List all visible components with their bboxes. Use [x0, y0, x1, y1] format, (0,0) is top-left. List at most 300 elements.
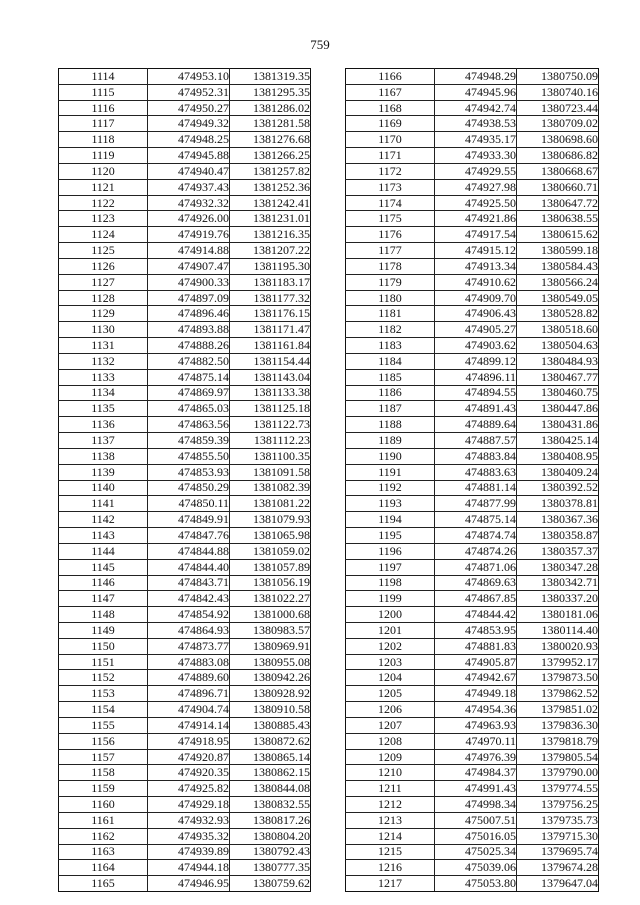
point-number-cell: 1194 [346, 512, 435, 528]
y-coordinate-cell: 1381252.36 [230, 179, 311, 195]
y-coordinate-cell: 1380777.35 [230, 860, 311, 876]
point-number-cell: 1189 [346, 433, 435, 449]
x-coordinate-cell: 474881.83 [435, 638, 517, 654]
y-coordinate-cell: 1379756.25 [517, 797, 599, 813]
table-row [346, 338, 599, 354]
x-coordinate-cell: 474920.87 [148, 749, 230, 765]
x-coordinate-cell: 474949.18 [435, 686, 517, 702]
x-coordinate-cell: 474865.03 [148, 401, 230, 417]
y-coordinate-cell: 1381091.58 [230, 464, 311, 480]
point-number-cell: 1202 [346, 638, 435, 654]
table-row [59, 781, 311, 797]
y-coordinate-cell: 1381242.41 [230, 195, 311, 211]
coordinate-table-right [345, 68, 599, 892]
table-row [59, 591, 311, 607]
y-coordinate-cell: 1379836.30 [517, 717, 599, 733]
x-coordinate-cell: 474900.33 [148, 274, 230, 290]
table-row [346, 543, 599, 559]
table-row [59, 195, 311, 211]
table-row [346, 654, 599, 670]
y-coordinate-cell: 1379674.28 [517, 860, 599, 876]
table-row [59, 179, 311, 195]
point-number-cell: 1200 [346, 607, 435, 623]
x-coordinate-cell: 474984.37 [435, 765, 517, 781]
point-number-cell: 1208 [346, 733, 435, 749]
x-coordinate-cell: 474950.27 [148, 100, 230, 116]
table-row [346, 148, 599, 164]
point-number-cell: 1120 [59, 163, 148, 179]
table-row [59, 433, 311, 449]
table-row [59, 844, 311, 860]
x-coordinate-cell: 474953.10 [148, 69, 230, 85]
y-coordinate-cell: 1379715.30 [517, 828, 599, 844]
table-row [346, 686, 599, 702]
x-coordinate-cell: 474952.31 [148, 84, 230, 100]
table-row [59, 116, 311, 132]
point-number-cell: 1125 [59, 243, 148, 259]
y-coordinate-cell: 1381295.35 [230, 84, 311, 100]
point-number-cell: 1203 [346, 654, 435, 670]
table-row [346, 100, 599, 116]
x-coordinate-cell: 474875.14 [148, 369, 230, 385]
table-row [59, 702, 311, 718]
point-number-cell: 1198 [346, 575, 435, 591]
table-row [346, 211, 599, 227]
point-number-cell: 1214 [346, 828, 435, 844]
x-coordinate-cell: 474888.26 [148, 338, 230, 354]
coordinate-table-left [58, 68, 311, 892]
page-number: 759 [310, 37, 330, 52]
x-coordinate-cell: 474919.76 [148, 227, 230, 243]
x-coordinate-cell: 474946.95 [148, 876, 230, 892]
y-coordinate-cell: 1381122.73 [230, 417, 311, 433]
y-coordinate-cell: 1380865.14 [230, 749, 311, 765]
point-number-cell: 1147 [59, 591, 148, 607]
y-coordinate-cell: 1380862.15 [230, 765, 311, 781]
x-coordinate-cell: 474910.62 [435, 274, 517, 290]
point-number-cell: 1173 [346, 179, 435, 195]
point-number-cell: 1205 [346, 686, 435, 702]
x-coordinate-cell: 474948.25 [148, 132, 230, 148]
table-row [346, 69, 599, 85]
point-number-cell: 1119 [59, 148, 148, 164]
x-coordinate-cell: 474991.43 [435, 781, 517, 797]
y-coordinate-cell: 1379790.00 [517, 765, 599, 781]
y-coordinate-cell: 1381125.18 [230, 401, 311, 417]
y-coordinate-cell: 1381183.17 [230, 274, 311, 290]
point-number-cell: 1162 [59, 828, 148, 844]
point-number-cell: 1168 [346, 100, 435, 116]
x-coordinate-cell: 474954.36 [435, 702, 517, 718]
point-number-cell: 1137 [59, 433, 148, 449]
x-coordinate-cell: 474932.32 [148, 195, 230, 211]
x-coordinate-cell: 474909.70 [435, 290, 517, 306]
y-coordinate-cell: 1380817.26 [230, 812, 311, 828]
point-number-cell: 1128 [59, 290, 148, 306]
x-coordinate-cell: 474869.97 [148, 385, 230, 401]
x-coordinate-cell: 474873.77 [148, 638, 230, 654]
x-coordinate-cell: 474921.86 [435, 211, 517, 227]
y-coordinate-cell: 1380750.09 [517, 69, 599, 85]
y-coordinate-cell: 1381059.02 [230, 543, 311, 559]
y-coordinate-cell: 1380885.43 [230, 717, 311, 733]
x-coordinate-cell: 474887.57 [435, 433, 517, 449]
table-row [346, 116, 599, 132]
x-coordinate-cell: 474976.39 [435, 749, 517, 765]
x-coordinate-cell: 474854.92 [148, 607, 230, 623]
point-number-cell: 1191 [346, 464, 435, 480]
x-coordinate-cell: 474915.12 [435, 243, 517, 259]
y-coordinate-cell: 1380528.82 [517, 306, 599, 322]
table-row [59, 654, 311, 670]
point-number-cell: 1122 [59, 195, 148, 211]
point-number-cell: 1169 [346, 116, 435, 132]
x-coordinate-cell: 474889.64 [435, 417, 517, 433]
point-number-cell: 1164 [59, 860, 148, 876]
table-row [346, 749, 599, 765]
point-number-cell: 1116 [59, 100, 148, 116]
point-number-cell: 1135 [59, 401, 148, 417]
table-row [346, 638, 599, 654]
x-coordinate-cell: 475016.05 [435, 828, 517, 844]
table-row [346, 765, 599, 781]
point-number-cell: 1148 [59, 607, 148, 623]
x-coordinate-cell: 474896.46 [148, 306, 230, 322]
table-row [346, 607, 599, 623]
x-coordinate-cell: 474933.30 [435, 148, 517, 164]
point-number-cell: 1183 [346, 338, 435, 354]
y-coordinate-cell: 1381079.93 [230, 512, 311, 528]
x-coordinate-cell: 474925.50 [435, 195, 517, 211]
point-number-cell: 1117 [59, 116, 148, 132]
point-number-cell: 1171 [346, 148, 435, 164]
x-coordinate-cell: 474970.11 [435, 733, 517, 749]
x-coordinate-cell: 475053.80 [435, 876, 517, 892]
y-coordinate-cell: 1381154.44 [230, 353, 311, 369]
y-coordinate-cell: 1379952.17 [517, 654, 599, 670]
x-coordinate-cell: 474843.71 [148, 575, 230, 591]
table-row [59, 480, 311, 496]
x-coordinate-cell: 474844.40 [148, 559, 230, 575]
y-coordinate-cell: 1380942.26 [230, 670, 311, 686]
point-number-cell: 1172 [346, 163, 435, 179]
point-number-cell: 1210 [346, 765, 435, 781]
y-coordinate-cell: 1381100.35 [230, 448, 311, 464]
table-row [59, 227, 311, 243]
table-row [346, 464, 599, 480]
table-row [59, 338, 311, 354]
table-row [59, 638, 311, 654]
point-number-cell: 1179 [346, 274, 435, 290]
x-coordinate-cell: 474850.29 [148, 480, 230, 496]
x-coordinate-cell: 474874.74 [435, 528, 517, 544]
point-number-cell: 1163 [59, 844, 148, 860]
x-coordinate-cell: 475025.34 [435, 844, 517, 860]
table-row [346, 132, 599, 148]
x-coordinate-cell: 474939.89 [148, 844, 230, 860]
point-number-cell: 1187 [346, 401, 435, 417]
x-coordinate-cell: 474883.08 [148, 654, 230, 670]
x-coordinate-cell: 474883.84 [435, 448, 517, 464]
table-row [59, 258, 311, 274]
y-coordinate-cell: 1380181.06 [517, 607, 599, 623]
table-row [59, 607, 311, 623]
table-row [59, 306, 311, 322]
x-coordinate-cell: 474894.55 [435, 385, 517, 401]
table-row [346, 512, 599, 528]
table-row [59, 686, 311, 702]
y-coordinate-cell: 1380447.86 [517, 401, 599, 417]
table-row [59, 274, 311, 290]
table-row [59, 797, 311, 813]
table-row [59, 369, 311, 385]
y-coordinate-cell: 1380638.55 [517, 211, 599, 227]
table-row [346, 781, 599, 797]
x-coordinate-cell: 474891.43 [435, 401, 517, 417]
table-row [59, 559, 311, 575]
y-coordinate-cell: 1380599.18 [517, 243, 599, 259]
y-coordinate-cell: 1380460.75 [517, 385, 599, 401]
table-row [346, 622, 599, 638]
point-number-cell: 1144 [59, 543, 148, 559]
y-coordinate-cell: 1379735.73 [517, 812, 599, 828]
table-row [346, 591, 599, 607]
table-row [59, 496, 311, 512]
table-row [59, 828, 311, 844]
y-coordinate-cell: 1380928.92 [230, 686, 311, 702]
y-coordinate-cell: 1381056.19 [230, 575, 311, 591]
table-row [346, 385, 599, 401]
x-coordinate-cell: 474896.11 [435, 369, 517, 385]
x-coordinate-cell: 474853.95 [435, 622, 517, 638]
x-coordinate-cell: 474927.98 [435, 179, 517, 195]
table-row [346, 733, 599, 749]
point-number-cell: 1114 [59, 69, 148, 85]
y-coordinate-cell: 1381177.32 [230, 290, 311, 306]
y-coordinate-cell: 1380566.24 [517, 274, 599, 290]
y-coordinate-cell: 1380484.93 [517, 353, 599, 369]
y-coordinate-cell: 1380549.05 [517, 290, 599, 306]
table-row [59, 876, 311, 892]
table-row [346, 480, 599, 496]
point-number-cell: 1186 [346, 385, 435, 401]
x-coordinate-cell: 475039.06 [435, 860, 517, 876]
table-row [59, 812, 311, 828]
y-coordinate-cell: 1380832.55 [230, 797, 311, 813]
table-row [59, 749, 311, 765]
table-row [59, 163, 311, 179]
y-coordinate-cell: 1379647.04 [517, 876, 599, 892]
y-coordinate-cell: 1381286.02 [230, 100, 311, 116]
point-number-cell: 1139 [59, 464, 148, 480]
point-number-cell: 1216 [346, 860, 435, 876]
y-coordinate-cell: 1379851.02 [517, 702, 599, 718]
table-row [346, 401, 599, 417]
y-coordinate-cell: 1380969.91 [230, 638, 311, 654]
table-row [59, 575, 311, 591]
table-row [346, 274, 599, 290]
table-row [59, 211, 311, 227]
x-coordinate-cell: 474874.26 [435, 543, 517, 559]
x-coordinate-cell: 474938.53 [435, 116, 517, 132]
y-coordinate-cell: 1380431.86 [517, 417, 599, 433]
y-coordinate-cell: 1380358.87 [517, 528, 599, 544]
x-coordinate-cell: 474932.93 [148, 812, 230, 828]
table-row [59, 69, 311, 85]
x-coordinate-cell: 474881.14 [435, 480, 517, 496]
point-number-cell: 1170 [346, 132, 435, 148]
point-number-cell: 1132 [59, 353, 148, 369]
y-coordinate-cell: 1380409.24 [517, 464, 599, 480]
y-coordinate-cell: 1381207.22 [230, 243, 311, 259]
y-coordinate-cell: 1381081.22 [230, 496, 311, 512]
y-coordinate-cell: 1380698.60 [517, 132, 599, 148]
y-coordinate-cell: 1381133.38 [230, 385, 311, 401]
x-coordinate-cell: 474998.34 [435, 797, 517, 813]
x-coordinate-cell: 474903.62 [435, 338, 517, 354]
x-coordinate-cell: 474913.34 [435, 258, 517, 274]
y-coordinate-cell: 1380357.37 [517, 543, 599, 559]
y-coordinate-cell: 1380844.08 [230, 781, 311, 797]
table-row [59, 84, 311, 100]
table-row [346, 353, 599, 369]
table-row [346, 876, 599, 892]
point-number-cell: 1143 [59, 528, 148, 544]
point-number-cell: 1185 [346, 369, 435, 385]
y-coordinate-cell: 1380504.63 [517, 338, 599, 354]
x-coordinate-cell: 474963.93 [435, 717, 517, 733]
table-row [59, 860, 311, 876]
table-row [346, 417, 599, 433]
point-number-cell: 1193 [346, 496, 435, 512]
x-coordinate-cell: 474849.91 [148, 512, 230, 528]
y-coordinate-cell: 1380584.43 [517, 258, 599, 274]
point-number-cell: 1136 [59, 417, 148, 433]
table-row [346, 179, 599, 195]
y-coordinate-cell: 1380983.57 [230, 622, 311, 638]
y-coordinate-cell: 1381022.27 [230, 591, 311, 607]
point-number-cell: 1184 [346, 353, 435, 369]
table-row [59, 670, 311, 686]
point-number-cell: 1190 [346, 448, 435, 464]
y-coordinate-cell: 1380709.02 [517, 116, 599, 132]
point-number-cell: 1118 [59, 132, 148, 148]
x-coordinate-cell: 474883.63 [435, 464, 517, 480]
point-number-cell: 1126 [59, 258, 148, 274]
y-coordinate-cell: 1381257.82 [230, 163, 311, 179]
y-coordinate-cell: 1380378.81 [517, 496, 599, 512]
point-number-cell: 1154 [59, 702, 148, 718]
point-number-cell: 1133 [59, 369, 148, 385]
point-number-cell: 1165 [59, 876, 148, 892]
y-coordinate-cell: 1381112.23 [230, 433, 311, 449]
point-number-cell: 1197 [346, 559, 435, 575]
y-coordinate-cell: 1381231.01 [230, 211, 311, 227]
table-row [59, 622, 311, 638]
y-coordinate-cell: 1380367.36 [517, 512, 599, 528]
table-row [346, 828, 599, 844]
y-coordinate-cell: 1380723.44 [517, 100, 599, 116]
table-row [346, 528, 599, 544]
point-number-cell: 1199 [346, 591, 435, 607]
y-coordinate-cell: 1379805.54 [517, 749, 599, 765]
table-row [346, 717, 599, 733]
x-coordinate-cell: 474914.14 [148, 717, 230, 733]
x-coordinate-cell: 474871.06 [435, 559, 517, 575]
y-coordinate-cell: 1380114.40 [517, 622, 599, 638]
point-number-cell: 1180 [346, 290, 435, 306]
point-number-cell: 1178 [346, 258, 435, 274]
point-number-cell: 1217 [346, 876, 435, 892]
x-coordinate-cell: 475007.51 [435, 812, 517, 828]
x-coordinate-cell: 474935.32 [148, 828, 230, 844]
x-coordinate-cell: 474935.17 [435, 132, 517, 148]
point-number-cell: 1175 [346, 211, 435, 227]
table-row [346, 195, 599, 211]
x-coordinate-cell: 474925.82 [148, 781, 230, 797]
y-coordinate-cell: 1380425.14 [517, 433, 599, 449]
x-coordinate-cell: 474907.47 [148, 258, 230, 274]
x-coordinate-cell: 474914.88 [148, 243, 230, 259]
table-row [59, 528, 311, 544]
point-number-cell: 1146 [59, 575, 148, 591]
table-row [346, 433, 599, 449]
point-number-cell: 1166 [346, 69, 435, 85]
point-number-cell: 1152 [59, 670, 148, 686]
y-coordinate-cell: 1381276.68 [230, 132, 311, 148]
point-number-cell: 1141 [59, 496, 148, 512]
table-row [346, 227, 599, 243]
x-coordinate-cell: 474867.85 [435, 591, 517, 607]
table-row [346, 322, 599, 338]
x-coordinate-cell: 474897.09 [148, 290, 230, 306]
point-number-cell: 1127 [59, 274, 148, 290]
x-coordinate-cell: 474905.87 [435, 654, 517, 670]
x-coordinate-cell: 474940.47 [148, 163, 230, 179]
table-row [346, 575, 599, 591]
point-number-cell: 1207 [346, 717, 435, 733]
x-coordinate-cell: 474945.88 [148, 148, 230, 164]
table-row [59, 733, 311, 749]
table-row [346, 290, 599, 306]
table-row [346, 306, 599, 322]
point-number-cell: 1211 [346, 781, 435, 797]
table-row [59, 148, 311, 164]
y-coordinate-cell: 1380740.16 [517, 84, 599, 100]
x-coordinate-cell: 474906.43 [435, 306, 517, 322]
x-coordinate-cell: 474942.67 [435, 670, 517, 686]
x-coordinate-cell: 474942.74 [435, 100, 517, 116]
y-coordinate-cell: 1380615.62 [517, 227, 599, 243]
x-coordinate-cell: 474855.50 [148, 448, 230, 464]
y-coordinate-cell: 1380686.82 [517, 148, 599, 164]
y-coordinate-cell: 1379862.52 [517, 686, 599, 702]
y-coordinate-cell: 1380392.52 [517, 480, 599, 496]
point-number-cell: 1156 [59, 733, 148, 749]
table-row [59, 100, 311, 116]
point-number-cell: 1134 [59, 385, 148, 401]
y-coordinate-cell: 1380347.28 [517, 559, 599, 575]
y-coordinate-cell: 1380792.43 [230, 844, 311, 860]
table-row [346, 812, 599, 828]
y-coordinate-cell: 1380342.71 [517, 575, 599, 591]
table-row [59, 290, 311, 306]
point-number-cell: 1181 [346, 306, 435, 322]
point-number-cell: 1176 [346, 227, 435, 243]
x-coordinate-cell: 474893.88 [148, 322, 230, 338]
table-row [59, 132, 311, 148]
table-row [346, 369, 599, 385]
